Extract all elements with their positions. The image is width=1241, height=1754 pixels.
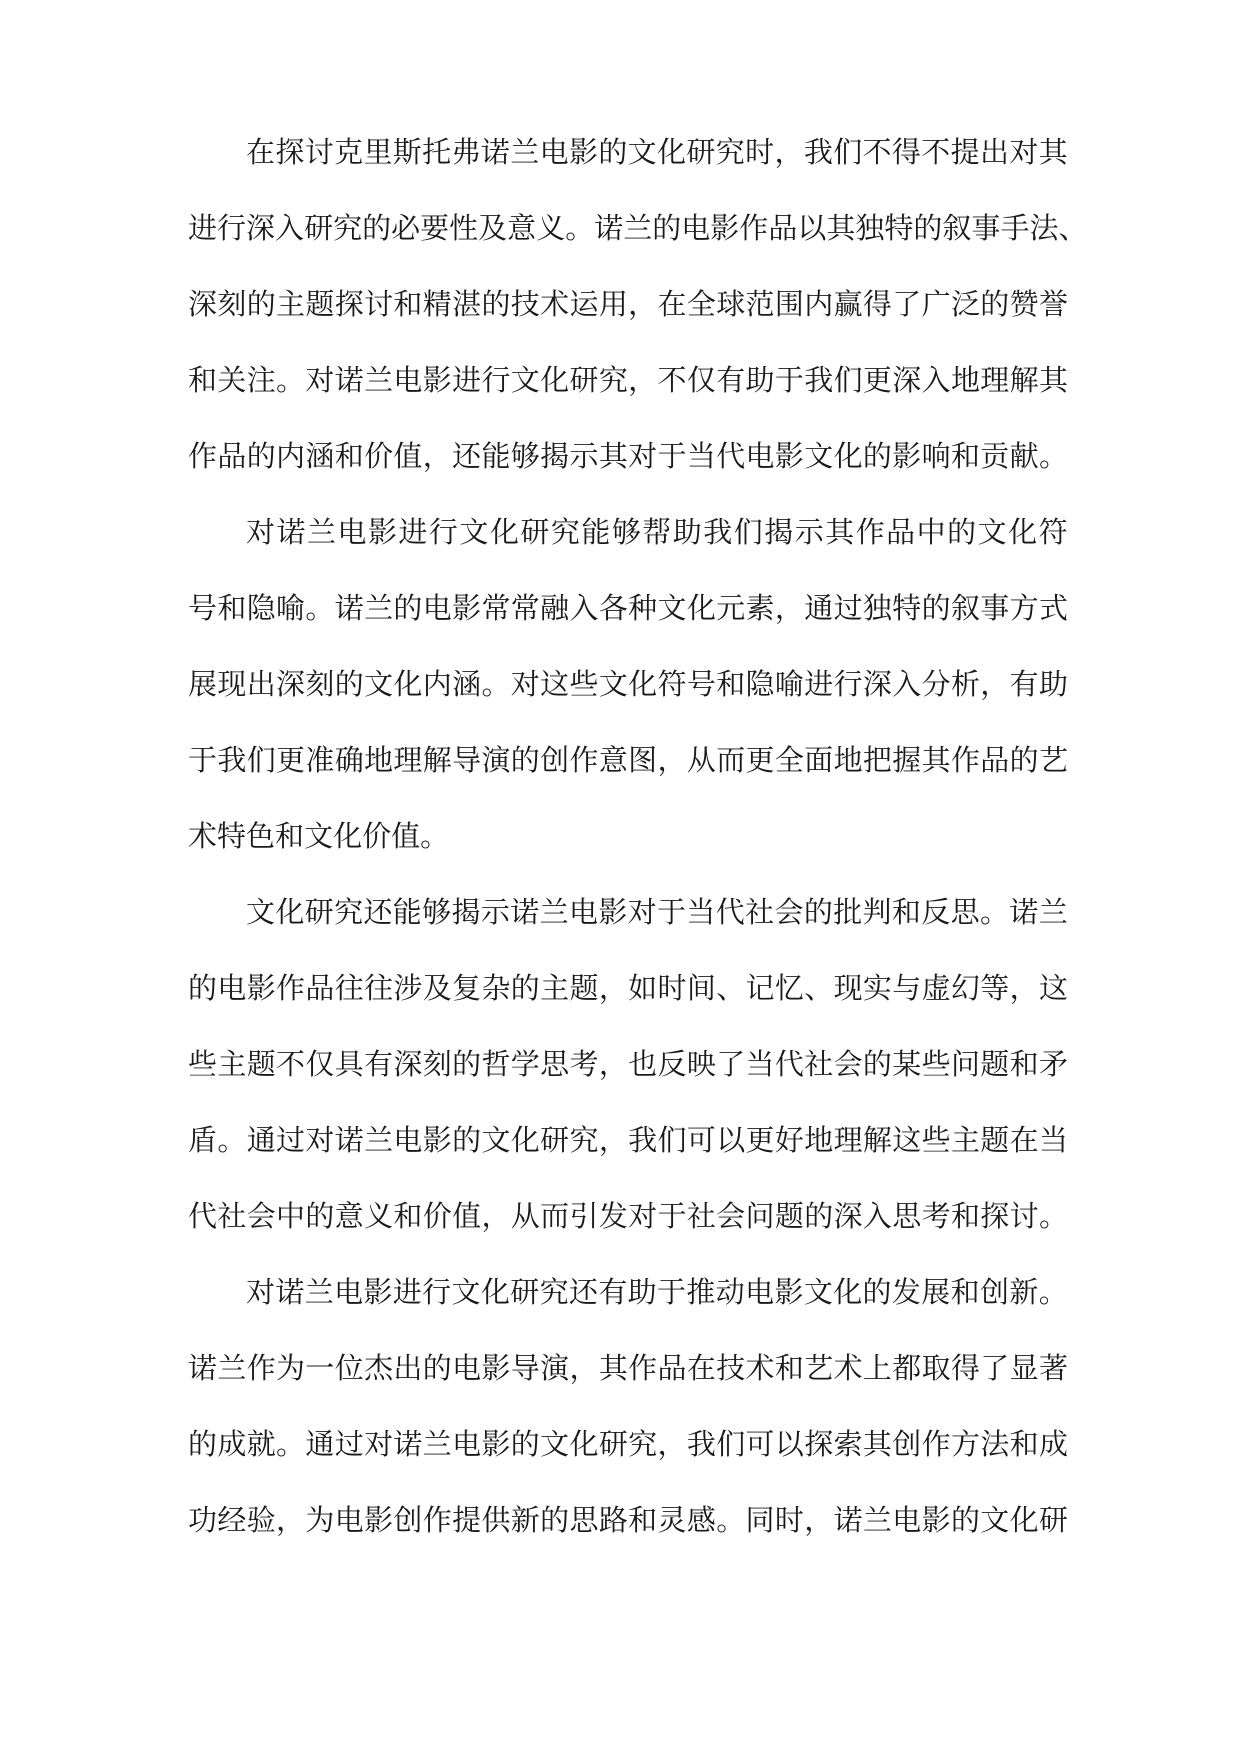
paragraph-line: 在 探 讨 克 里 斯 托 弗 诺 兰 电 影 的 文 化 研 究 时 ， 我 们 不 得 不 提 出 对 其 (246, 135, 1068, 169)
paragraph-line: 和 关 注 。 对 诺 兰 电 影 进 行 文 化 研 究 ， 不 仅 有 助 于 我 们 更 深 入 地 理 解 其 (188, 363, 1068, 397)
paragraph-line: 作 品 的 内 涵 和 价 值 ， 还 能 够 揭 示 其 对 于 当 代 电 影 文 化 的 影 响 和 贡 献 。 (188, 439, 1068, 473)
paragraph-line: 术 特 色 和 文 化 价 值 。 (188, 819, 450, 853)
paragraph-line: 诺 兰 作 为 一 位 杰 出 的 电 影 导 演 ， 其 作 品 在 技 术 和 艺 术 上 都 取 得 了 显 著 (188, 1351, 1068, 1385)
paragraph-line: 功 经 验 ， 为 电 影 创 作 提 供 新 的 思 路 和 灵 感 。 同 时 ， 诺 兰 电 影 的 文 化 研 (188, 1503, 1068, 1537)
paragraph-line: 进 行 深 入 研 究 的 必 要 性 及 意 义 。 诺 兰 的 电 影 作 品 以 其 独 特 的 叙 事 手 法 、 (188, 211, 1088, 245)
paragraph-line: 文 化 研 究 还 能 够 揭 示 诺 兰 电 影 对 于 当 代 社 会 的 批 判 和 反 思 。 诺 兰 (246, 895, 1068, 929)
paragraph-line: 展 现 出 深 刻 的 文 化 内 涵 。 对 这 些 文 化 符 号 和 隐 喻 进 行 深 入 分 析 ， 有 助 (188, 667, 1068, 701)
paragraph-line: 盾 。 通 过 对 诺 兰 电 影 的 文 化 研 究 ， 我 们 可 以 更 好 地 理 解 这 些 主 题 在 当 (188, 1123, 1068, 1157)
paragraph-line: 些 主 题 不 仅 具 有 深 刻 的 哲 学 思 考 ， 也 反 映 了 当 代 社 会 的 某 些 问 题 和 矛 (188, 1047, 1068, 1081)
paragraph-line: 号 和 隐 喻 。 诺 兰 的 电 影 常 常 融 入 各 种 文 化 元 素 ， 通 过 独 特 的 叙 事 方 式 (188, 591, 1068, 625)
paragraph-line: 于 我 们 更 准 确 地 理 解 导 演 的 创 作 意 图 ， 从 而 更 全 面 地 把 握 其 作 品 的 艺 (188, 743, 1068, 777)
paragraph-line: 对 诺 兰 电 影 进 行 文 化 研 究 还 有 助 于 推 动 电 影 文 化 的 发 展 和 创 新 。 (246, 1275, 1068, 1309)
paragraph-line: 深 刻 的 主 题 探 讨 和 精 湛 的 技 术 运 用 ， 在 全 球 范 围 内 赢 得 了 广 泛 的 赞 誉 (188, 287, 1068, 321)
paragraph-line: 的 电 影 作 品 往 往 涉 及 复 杂 的 主 题 ， 如 时 间 、 记 忆 、 现 实 与 虚 幻 等 ， 这 (188, 971, 1068, 1005)
paragraph-line: 的 成 就 。 通 过 对 诺 兰 电 影 的 文 化 研 究 ， 我 们 可 以 探 索 其 创 作 方 法 和 成 (188, 1427, 1068, 1461)
paragraph-line: 代 社 会 中 的 意 义 和 价 值 ， 从 而 引 发 对 于 社 会 问 题 的 深 入 思 考 和 探 讨 。 (188, 1199, 1068, 1233)
paragraph-line: 对 诺 兰 电 影 进 行 文 化 研 究 能 够 帮 助 我 们 揭 示 其 作 品 中 的 文 化 符 (246, 515, 1068, 549)
